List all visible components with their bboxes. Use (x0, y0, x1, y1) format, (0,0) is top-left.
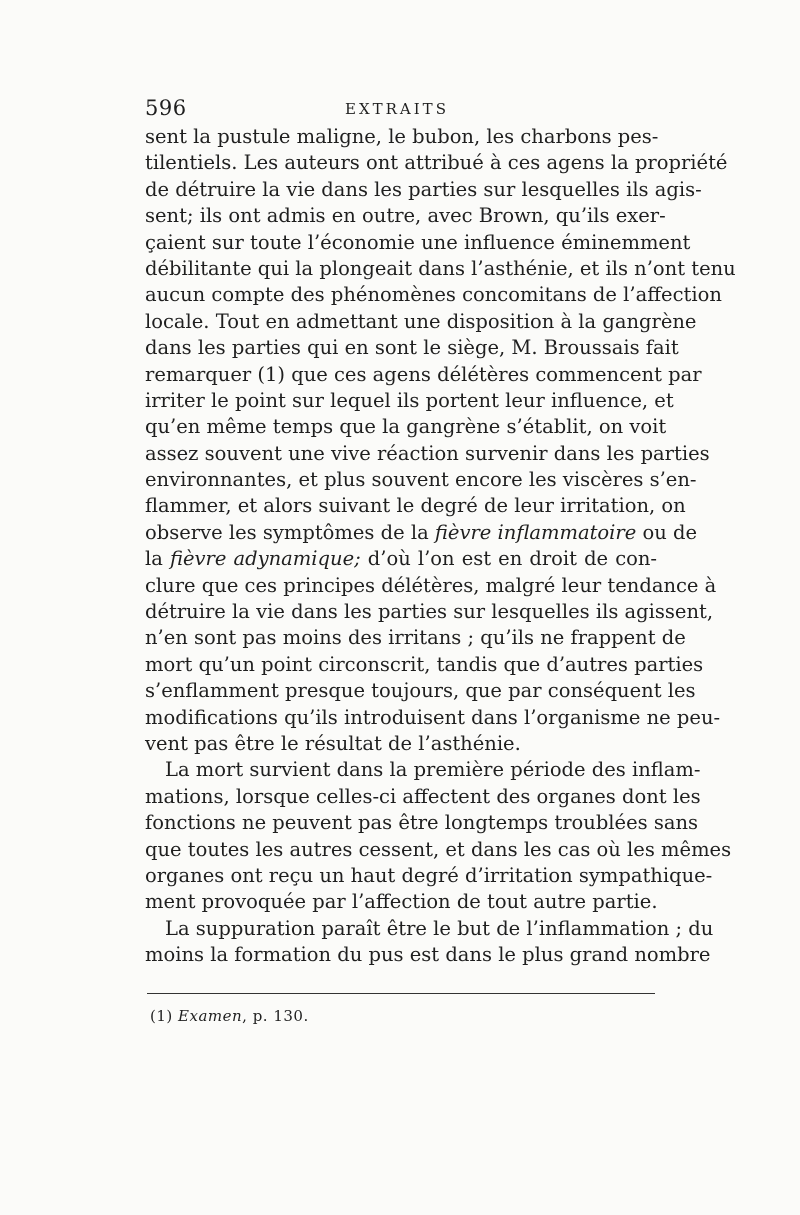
text-line: vent pas être le résultat de l’asthénie. (145, 731, 521, 755)
text-line (145, 520, 697, 546)
footnote-page-ref: , p. 130. (242, 1007, 309, 1025)
text-line: La mort survient dans la première période des inflam- (165, 758, 701, 782)
page-header (145, 96, 655, 126)
text-line: détruire la vie dans les parties sur lesquelles ils agissent, (145, 600, 714, 624)
text-line: remarquer (1) que ces agens délétères commencent par (145, 362, 702, 386)
running-head: EXTRAITS (345, 100, 449, 118)
text-line: débilitante qui la plongeait dans l’asthénie, et ils n’ont tenu (145, 256, 736, 280)
text-line: s’enflamment presque toujours, que par conséquent les (145, 679, 696, 703)
text-line: que toutes les autres cessent, et dans les cas où les mêmes (145, 837, 732, 861)
text-line: sent; ils ont admis en outre, avec Brown, qu’ils exer- (145, 204, 666, 228)
text-line: La suppuration paraît être le but de l’inflammation ; du (165, 916, 714, 940)
text-line: irriter le point sur lequel ils portent leur influence, et (145, 388, 674, 412)
text-line: qu’en même temps que la gangrène s’établit, on voit (145, 415, 667, 439)
text-line: mations, lorsque celles-ci affectent des organes dont les (145, 784, 701, 808)
text-line: tilentiels. Les auteurs ont attribué à ces agens la propriété (145, 151, 728, 175)
text-line: organes ont reçu un haut degré d’irritation sympathique- (145, 863, 713, 887)
text-line: moins la formation du pus est dans le plus grand nombre (145, 943, 711, 967)
text-segment: la (145, 547, 170, 571)
footnote-rule (147, 993, 655, 994)
page-number: 596 (145, 96, 187, 120)
text-line: de détruire la vie dans les parties sur lesquelles ils agis- (145, 177, 702, 201)
text-line: n’en sont pas moins des irritans ; qu’ils ne frappent de (145, 626, 686, 650)
text-line: çaient sur toute l’économie une influence éminemment (145, 230, 691, 254)
text-segment: ou de (636, 520, 697, 544)
footnote-source: Examen (178, 1007, 243, 1025)
italic-term: fièvre inflammatoire (434, 520, 637, 544)
text-line: environnantes, et plus souvent encore les viscères s’en- (145, 468, 697, 492)
text-line: ment provoquée par l’affection de tout autre partie. (145, 890, 658, 914)
text-line: assez souvent une vive réaction survenir dans les parties (145, 441, 710, 465)
text-segment: d’où l’on est en droit de con- (360, 547, 658, 571)
text-line: sent la pustule maligne, le bubon, les charbons pes- (145, 125, 659, 148)
body-text (145, 124, 736, 969)
text-line: fonctions ne peuvent pas être longtemps troublées sans (145, 811, 699, 835)
footnote (150, 1007, 309, 1025)
text-line: mort qu’un point circonscrit, tandis que d’autres parties (145, 652, 704, 676)
text-line: locale. Tout en admettant une disposition à la gangrène (145, 309, 697, 333)
text-line: dans les parties qui en sont le siège, M. Broussais fait (145, 336, 679, 360)
text-line: clure que ces principes délétères, malgré leur tendance à (145, 573, 717, 597)
text-line (145, 546, 657, 572)
text-line: aucun compte des phénomènes concomitans de l’affection (145, 283, 722, 307)
footnote-marker: (1) (150, 1007, 173, 1025)
italic-term: fièvre adynamique; (169, 547, 361, 571)
text-segment: observe les symptômes de la (145, 520, 435, 544)
text-line: flammer, et alors suivant le degré de leur irritation, on (145, 494, 686, 518)
text-line: modifications qu’ils introduisent dans l’organisme ne peu- (145, 705, 721, 729)
